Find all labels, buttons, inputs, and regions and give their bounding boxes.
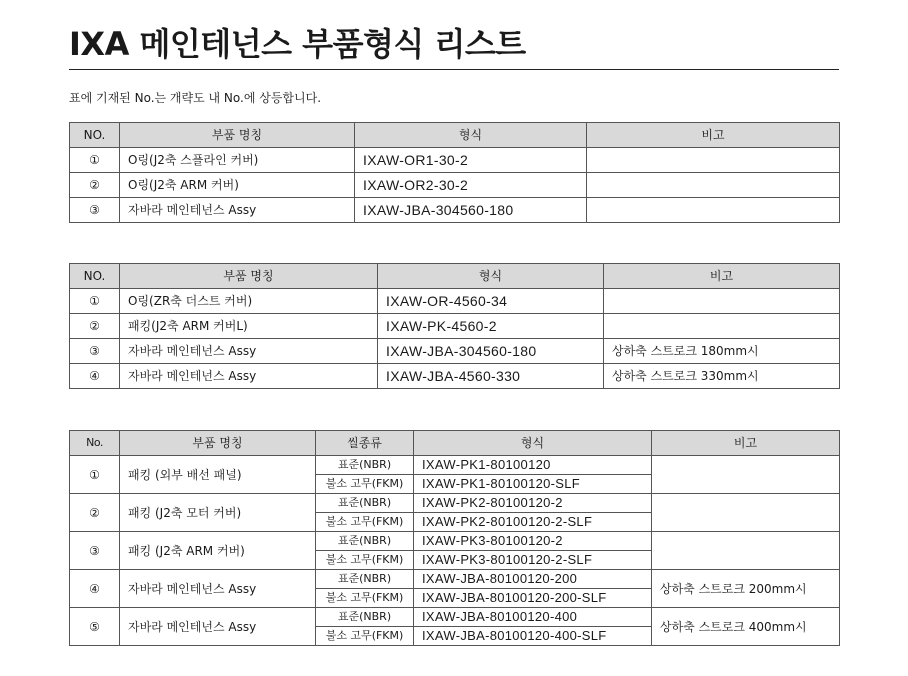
row-remark (652, 532, 840, 570)
row-no: ④ (70, 570, 120, 608)
row-remark (587, 148, 840, 173)
row-no: ④ (70, 364, 120, 389)
row-remark (652, 456, 840, 494)
row-no: ⑤ (70, 608, 120, 646)
table-row (70, 173, 840, 198)
row-no: ① (70, 148, 120, 173)
row-seal-type: 표준(NBR) (316, 532, 414, 551)
row-part-name: 패킹 (외부 배선 패널) (120, 456, 316, 494)
header-model: 형식 (378, 264, 604, 289)
row-part-name: 자바라 메인테넌스 Assy (120, 364, 378, 389)
table-row (70, 494, 840, 513)
row-seal-type: 불소 고무(FKM) (316, 589, 414, 608)
row-model: IXAW-OR-4560-34 (378, 289, 604, 314)
row-model: IXAW-PK2-80100120-2 (414, 494, 652, 513)
row-part-name: 자바라 메인테넌스 Assy (120, 339, 378, 364)
table-row (70, 314, 840, 339)
table-row (70, 148, 840, 173)
table-row (70, 608, 840, 627)
row-part-name: 패킹 (J2축 모터 커버) (120, 494, 316, 532)
row-seal-type: 불소 고무(FKM) (316, 475, 414, 494)
row-remark: 상하축 스트로크 400mm시 (652, 608, 840, 646)
table-row (70, 198, 840, 223)
row-remark (587, 198, 840, 223)
row-remark (587, 173, 840, 198)
table-header-row (70, 264, 840, 289)
header-part-name: 부품 명칭 (120, 431, 316, 456)
header-model: 형식 (414, 431, 652, 456)
row-seal-type: 불소 고무(FKM) (316, 627, 414, 646)
row-model: IXAW-PK1-80100120 (414, 456, 652, 475)
table-row (70, 339, 840, 364)
row-model: IXAW-JBA-80100120-400 (414, 608, 652, 627)
header-part-name: 부품 명칭 (120, 264, 378, 289)
row-part-name: 패킹 (J2축 ARM 커버) (120, 532, 316, 570)
header-remark: 비고 (604, 264, 840, 289)
title-divider (69, 69, 839, 70)
parts-table-1 (69, 122, 840, 223)
header-no: NO. (70, 123, 120, 148)
row-seal-type: 불소 고무(FKM) (316, 513, 414, 532)
row-part-name: 자바라 메인테넌스 Assy (120, 608, 316, 646)
table-header-row (70, 123, 840, 148)
row-no: ① (70, 456, 120, 494)
row-model: IXAW-JBA-80100120-400-SLF (414, 627, 652, 646)
row-model: IXAW-PK3-80100120-2 (414, 532, 652, 551)
header-model: 형식 (355, 123, 587, 148)
row-remark: 상하축 스트로크 200mm시 (652, 570, 840, 608)
row-remark: 상하축 스트로크 180mm시 (604, 339, 840, 364)
row-model: IXAW-JBA-80100120-200 (414, 570, 652, 589)
row-part-name: 자바라 메인테넌스 Assy (120, 198, 355, 223)
row-part-name: 자바라 메인테넌스 Assy (120, 570, 316, 608)
row-no: ③ (70, 532, 120, 570)
intro-note: 표에 기재된 No.는 개략도 내 No.에 상등합니다. (69, 91, 322, 105)
row-seal-type: 표준(NBR) (316, 570, 414, 589)
parts-table-2 (69, 263, 840, 389)
row-model: IXAW-JBA-4560-330 (378, 364, 604, 389)
row-remark (652, 494, 840, 532)
table-row (70, 456, 840, 475)
row-no: ③ (70, 198, 120, 223)
table-header-row (70, 431, 840, 456)
row-model: IXAW-JBA-304560-180 (355, 198, 587, 223)
row-no: ③ (70, 339, 120, 364)
row-part-name: O링(J2축 ARM 커버) (120, 173, 355, 198)
row-model: IXAW-OR1-30-2 (355, 148, 587, 173)
table-row (70, 570, 840, 589)
row-no: ② (70, 173, 120, 198)
row-part-name: O링(J2축 스플라인 커버) (120, 148, 355, 173)
row-seal-type: 불소 고무(FKM) (316, 551, 414, 570)
row-model: IXAW-JBA-304560-180 (378, 339, 604, 364)
header-remark: 비고 (587, 123, 840, 148)
row-part-name: 패킹(J2축 ARM 커버L) (120, 314, 378, 339)
row-part-name: O링(ZR축 더스트 커버) (120, 289, 378, 314)
row-model: IXAW-JBA-80100120-200-SLF (414, 589, 652, 608)
table-row (70, 364, 840, 389)
row-model: IXAW-PK2-80100120-2-SLF (414, 513, 652, 532)
row-remark (604, 289, 840, 314)
header-no: NO. (70, 264, 120, 289)
row-seal-type: 표준(NBR) (316, 494, 414, 513)
row-remark (604, 314, 840, 339)
page-title: IXA 메인테넌스 부품형식 리스트 (69, 25, 526, 63)
row-model: IXAW-PK3-80100120-2-SLF (414, 551, 652, 570)
row-seal-type: 표준(NBR) (316, 456, 414, 475)
row-no: ② (70, 494, 120, 532)
header-no: No. (70, 431, 120, 456)
row-seal-type: 표준(NBR) (316, 608, 414, 627)
table-row (70, 289, 840, 314)
row-remark: 상하축 스트로크 330mm시 (604, 364, 840, 389)
row-no: ② (70, 314, 120, 339)
row-model: IXAW-PK-4560-2 (378, 314, 604, 339)
header-remark: 비고 (652, 431, 840, 456)
row-model: IXAW-OR2-30-2 (355, 173, 587, 198)
header-seal-type: 씰종류 (316, 431, 414, 456)
header-part-name: 부품 명칭 (120, 123, 355, 148)
row-no: ① (70, 289, 120, 314)
row-model: IXAW-PK1-80100120-SLF (414, 475, 652, 494)
table-row (70, 532, 840, 551)
parts-table-3 (69, 430, 840, 646)
